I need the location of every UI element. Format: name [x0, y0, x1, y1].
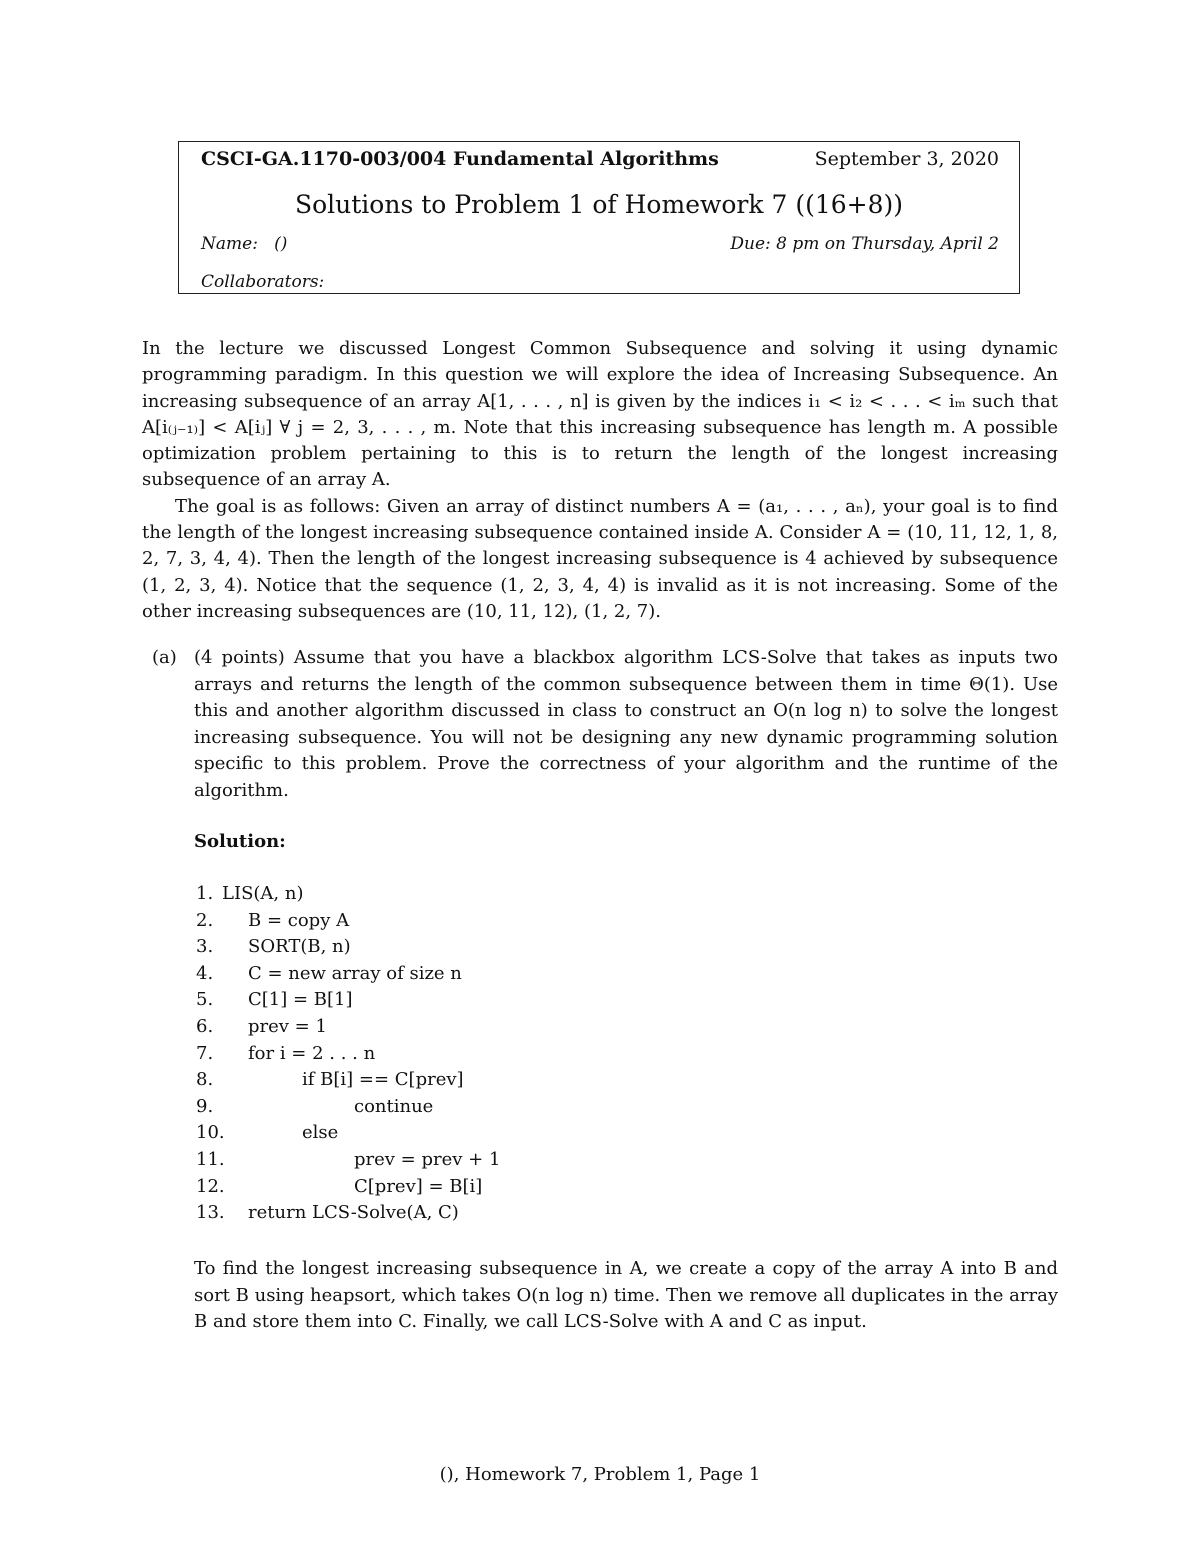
algorithm-line-number: 11. — [196, 1148, 225, 1170]
algorithm-line-code: B = copy A — [248, 909, 350, 931]
algorithm-line-code: SORT(B, n) — [248, 936, 351, 958]
part-a — [152, 645, 1058, 805]
algorithm-line-number: 3. — [196, 936, 214, 958]
algorithm-line-number: 8. — [196, 1069, 214, 1091]
solution-label: Solution: — [194, 831, 286, 852]
algorithm-line-code: for i = 2 . . . n — [248, 1042, 376, 1064]
intro-paragraph-1: In the lecture we discussed Longest Common Subsequence and solving it using dynamic programming paradigm. In this question we will explore the idea of Increasing Subsequence. An increasing subsequence of an array A[1, . . . , n] is given by the indices i₁ < i₂ < . . . < iₘ such that A[i₍ⱼ₋₁₎] < A[iⱼ] ∀ j = 2, 3, . . . , m. Note that this increasing subsequence has length m. A possible optimization problem pertaining to this is to return the length of the longest increasing subsequence of an array A. — [142, 338, 1058, 491]
algorithm-line-code: if B[i] == C[prev] — [302, 1069, 464, 1091]
intro-section — [142, 336, 1058, 625]
solution-explanation: To find the longest increasing subsequence in A, we create a copy of the array A into B and sort B using heapsort, which takes O(n log n) time. Then we remove all duplicates in the array B and store them into C. Finally, we call LCS-Solve with A and C as input. — [194, 1258, 1058, 1332]
algorithm-line-code: prev = 1 — [248, 1015, 327, 1037]
course-title: CSCI-GA.1170-003/004 Fundamental Algorithms — [201, 148, 719, 170]
page-footer: (), Homework 7, Problem 1, Page 1 — [439, 1464, 761, 1485]
name-label: Name: — [201, 234, 258, 254]
algorithm-line-number: 13. — [196, 1202, 225, 1224]
header-date: September 3, 2020 — [814, 148, 999, 170]
header-top-row — [201, 148, 999, 170]
header-collab-row — [201, 272, 999, 292]
header-box — [178, 141, 1020, 294]
intro-paragraph-2: The goal is as follows: Given an array of distinct numbers A = (a₁, . . . , aₙ), your goal is to find the length of the longest increasing subsequence contained inside A. Consider A = (10, 11, 12, 1, 8, 2, 7, 3, 4, 4). Then the length of the longest increasing subsequence is 4 achieved by subsequence (1, 2, 3, 4). Notice that the sequence (1, 2, 3, 4, 4) is invalid as it is not increasing. Some of the other increasing subsequences are (10, 11, 12), (1, 2, 7). — [142, 495, 1058, 622]
document-title: Solutions to Problem 1 of Homework 7 ((16+8)) — [294, 190, 904, 219]
algorithm-line-number: 9. — [196, 1095, 214, 1117]
algorithm-line-number: 6. — [196, 1015, 214, 1037]
algorithm-line-code: continue — [354, 1095, 434, 1117]
algorithm-line-code: prev = prev + 1 — [354, 1148, 501, 1170]
algorithm-line-code: C[1] = B[1] — [248, 989, 353, 1011]
name-line — [201, 234, 287, 254]
algorithm-line-number: 7. — [196, 1042, 214, 1064]
algorithm-line-number: 4. — [196, 962, 214, 984]
algorithm-line-number: 5. — [196, 989, 214, 1011]
due-date: Due: 8 pm on Thursday, April 2 — [730, 234, 999, 254]
algorithm-line-number: 12. — [196, 1175, 225, 1197]
name-value: () — [274, 234, 288, 254]
part-a-text: (4 points) Assume that you have a blackbox algorithm LCS-Solve that takes as inputs two arrays and returns the length of the common subsequence between them in time Θ(1). Use this and another algorithm discussed in class to construct an O(n log n) to solve the longest increasing subsequence. You will not be designing any new dynamic programming solution specific to this problem. Prove the correctness of your algorithm and the runtime of the algorithm. — [194, 647, 1058, 801]
algorithm-line-number: 1. — [196, 883, 214, 904]
algorithm-line-code: C[prev] = B[i] — [354, 1175, 483, 1197]
algorithm-line-code: C = new array of size n — [248, 962, 462, 984]
algorithm-line-code: return LCS-Solve(A, C) — [248, 1202, 459, 1224]
collaborators-label: Collaborators: — [201, 272, 325, 292]
algorithm-line-code: LIS(A, n) — [222, 883, 304, 904]
part-a-label: (a) — [152, 647, 177, 668]
algorithm-line-code: else — [302, 1122, 339, 1144]
algorithm-line-number: 2. — [196, 909, 214, 931]
algorithm-line-number: 10. — [196, 1122, 225, 1144]
header-name-row — [201, 234, 999, 254]
